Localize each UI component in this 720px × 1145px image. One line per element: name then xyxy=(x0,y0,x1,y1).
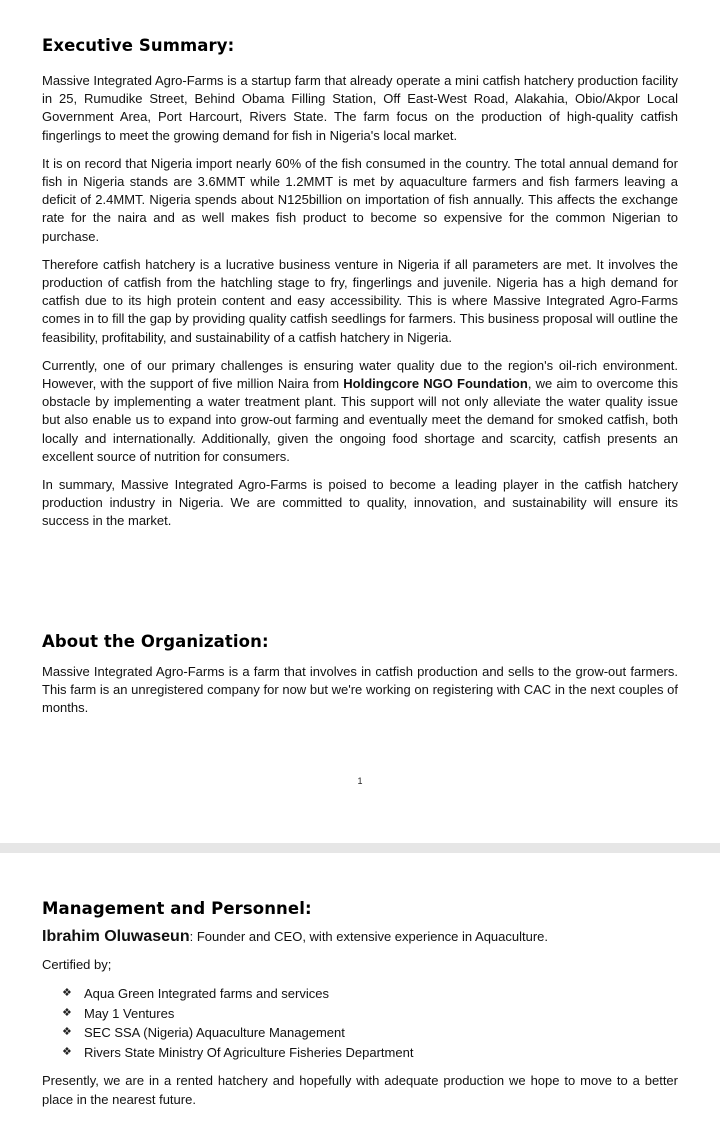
page-separator xyxy=(0,843,720,853)
diamond-bullet-icon: ❖ xyxy=(62,1006,72,1019)
paragraph-4-text-a: Currently, one of our primary challenges is ensuring water quality due to the region's oil-rich environment. However, with the support of five million Naira from xyxy=(42,357,678,392)
certification-text: Aqua Green Integrated farms and services xyxy=(84,986,329,1002)
diamond-bullet-icon: ❖ xyxy=(62,1045,72,1058)
list-item xyxy=(42,984,678,1004)
executive-summary-paragraph-4 xyxy=(42,357,678,466)
executive-summary-paragraph-2: It is on record that Nigeria import nearly 60% of the fish consumed in the country. The total annual demand for fish in Nigeria stands are 3.6MMT while 1.2MMT is met by aquaculture farmers and fish farmers leaving a deficit of 2.4MMT. Nigeria spends about N125billion on importation of fish annually. This affects the exchange rate for the naira and as well makes fish product to become so expensive for the common Nigerian to purchase. xyxy=(42,155,678,244)
management-heading: Management and Personnel: xyxy=(42,899,312,918)
executive-summary-heading: Executive Summary: xyxy=(42,36,235,55)
diamond-bullet-icon: ❖ xyxy=(62,1026,72,1039)
paragraph-4-text-b: , we aim to overcome this obstacle by implementing a water treatment plant. This support will not only alleviate the water quality issue but also enable us to expand into grow-out farming and eventually meet the demand for smoked catfish, both locally and internationally. Additionally, given the ongoing food shortage and scarcity, catfish presents an excellent source of nutrition for consumers. xyxy=(42,376,678,464)
founder-name: Ibrahim Oluwaseun xyxy=(42,928,190,945)
about-heading: About the Organization: xyxy=(42,632,269,651)
about-paragraph: Massive Integrated Agro-Farms is a farm that involves in catfish production and sells to the grow-out farmers. This farm is an unregistered company for now but we're working on registering with CAC in the next couples of months. xyxy=(42,664,678,716)
certification-text: Rivers State Ministry Of Agriculture Fisheries Department xyxy=(84,1044,414,1060)
executive-summary-body xyxy=(42,72,678,531)
executive-summary-paragraph-3: Therefore catfish hatchery is a lucrative business venture in Nigeria if all parameters are met. It involves the production of catfish from the hatchling stage to fry, fingerlings and juvenile. Nigeria has a high demand for catfish due to its high protein content and easy accessibility. This is where Massive Integrated Agro-Farms comes in to fill the gap by providing quality catfish seedlings for farmers. This business proposal will outline the feasibility, profitability, and sustainability of a catfish hatchery in Nigeria. xyxy=(42,256,678,345)
certification-text: SEC SSA (Nigeria) Aquaculture Management xyxy=(84,1025,345,1041)
list-item xyxy=(42,1004,678,1024)
list-item xyxy=(42,1043,678,1063)
executive-summary-section xyxy=(42,36,678,55)
founder-line xyxy=(42,928,678,946)
certification-list xyxy=(42,984,678,1062)
page-number: 1 xyxy=(357,776,363,786)
diamond-bullet-icon: ❖ xyxy=(62,987,72,1000)
ngo-foundation-name: Holdingcore NGO Foundation xyxy=(343,376,528,392)
list-item xyxy=(42,1023,678,1043)
founder-description: : Founder and CEO, with extensive experience in Aquaculture. xyxy=(189,929,549,944)
certified-label: Certified by; xyxy=(42,957,112,973)
certification-text: May 1 Ventures xyxy=(84,1005,175,1021)
executive-summary-paragraph-5: In summary, Massive Integrated Agro-Farms is poised to become a leading player in the catfish hatchery production industry in Nigeria. We are committed to quality, innovation, and sustainability will ensure its success in the market. xyxy=(42,477,678,529)
closing-paragraph: Presently, we are in a rented hatchery and hopefully with adequate production we hope to move to a better place in the nearest future. xyxy=(42,1073,678,1107)
management-section xyxy=(42,899,678,1109)
about-section xyxy=(42,632,678,718)
document-page-2 xyxy=(0,853,720,1145)
executive-summary-paragraph-1: Massive Integrated Agro-Farms is a startup farm that already operate a mini catfish hatchery production facility in 25, Rumudike Street, Behind Obama Filling Station, Off East-West Road, Alakahia, Obio/Akpor Local Government Area, Port Harcourt, Rivers State. The farm focus on the production of high-quality catfish fingerlings to meet the growing demand for fish in Nigeria's local market. xyxy=(42,73,678,143)
